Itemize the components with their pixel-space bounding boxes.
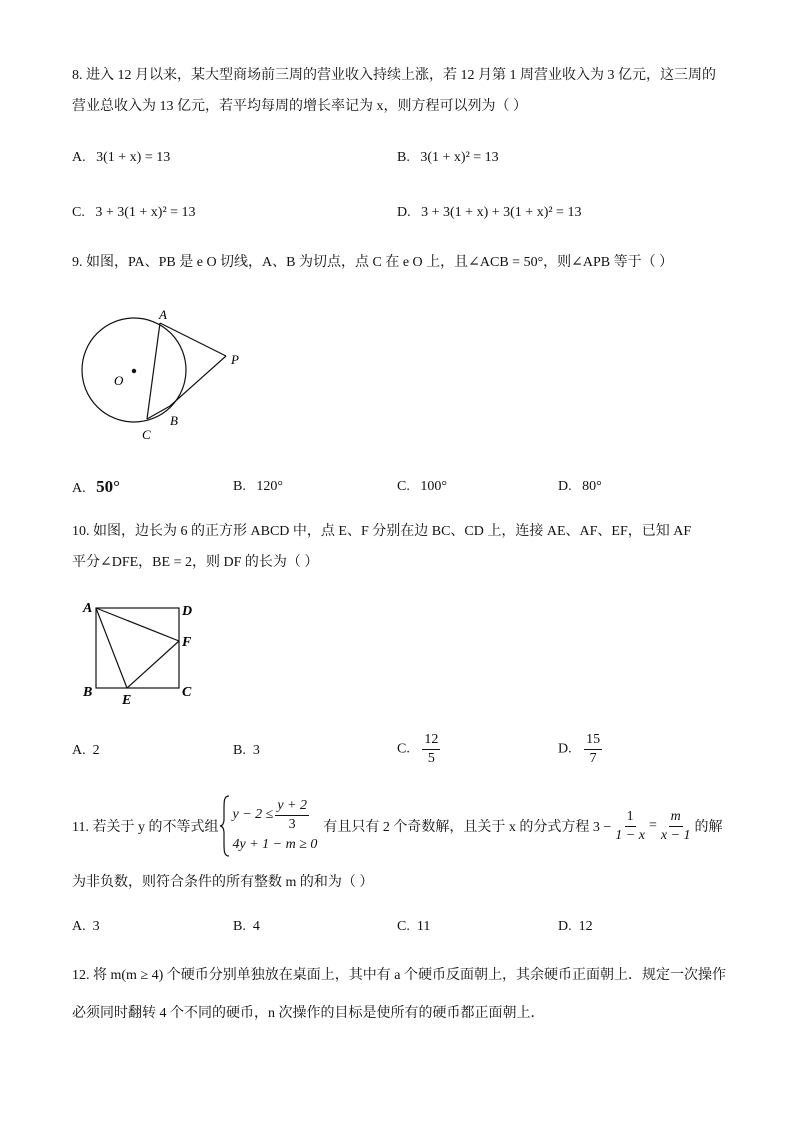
q9-option-c-label: C.: [397, 479, 410, 494]
q9-option-b-label: B.: [233, 479, 246, 494]
q9-option-b: [233, 477, 283, 497]
q11-option-c-label: C.: [397, 919, 410, 934]
q8-option-a-expr: 3(1 + x) = 13: [96, 150, 171, 165]
q9-circle-tangent-figure: [72, 300, 262, 450]
q11-option-a: [72, 917, 100, 937]
q11-text-line2: 为非负数，则符合条件的所有整数 m 的和为（ ）: [72, 875, 374, 890]
q9-tangent-pa: [160, 323, 226, 356]
q10-option-c-numerator: 12: [422, 731, 440, 750]
q9-option-c-value: 100°: [420, 479, 447, 494]
q9-option-d: [558, 477, 602, 497]
q8-option-b-expr: 3(1 + x)² = 13: [420, 150, 499, 165]
q11-option-b: [233, 917, 260, 937]
q11-option-c-value: 11: [416, 919, 431, 934]
q9-center-point: [132, 369, 136, 373]
q10-option-d-label: D.: [558, 741, 572, 757]
q8-option-b-label: B.: [397, 150, 410, 165]
q11-option-d-label: D.: [558, 919, 572, 934]
q8-option-a-label: A.: [72, 150, 86, 165]
q11-inequality-system: [220, 795, 317, 857]
q11-option-d: [558, 917, 593, 937]
q11-ineq1-denominator: 3: [288, 816, 296, 832]
q11-eq-fraction1: [613, 808, 647, 845]
q10-option-c-fraction: [422, 731, 440, 768]
q9-option-d-value: 80°: [582, 479, 602, 494]
q11-ineq1-numerator: y + 2: [275, 797, 309, 816]
q10-text-line2: 平分∠DFE，BE = 2，则 DF 的长为（ ）: [72, 555, 319, 570]
q10-option-b: [233, 741, 260, 761]
q10-label-a: A: [83, 601, 93, 616]
q11-eq-fraction2: [659, 808, 693, 845]
q10-segment-af: [96, 608, 179, 641]
q10-option-c-denominator: 5: [427, 751, 435, 766]
q10-option-c: [397, 731, 442, 768]
q11-left-brace: [220, 795, 230, 857]
q10-option-d-denominator: 7: [589, 751, 597, 766]
q11-prefix: 11. 若关于 y 的不等式组: [72, 820, 219, 835]
q11-option-c: [397, 917, 430, 937]
q10-square-figure: [78, 598, 208, 708]
q10-label-d: D: [182, 604, 193, 619]
q9-option-a-label: A.: [72, 481, 86, 496]
q10-label-c: C: [182, 685, 192, 700]
q9-text-line1: 9. 如图，PA、PB 是 e O 切线，A、B 为切点，点 C 在 e O 上，且∠ACB = 50°，则∠APB 等于（ ）: [72, 255, 674, 270]
q10-option-a-label: A.: [72, 743, 86, 758]
q10-option-d-fraction: [584, 731, 602, 768]
q9-option-a: [72, 477, 120, 499]
q8-option-d-label: D.: [397, 205, 411, 220]
q11-option-d-value: 12: [578, 919, 593, 934]
q8-option-c-label: C.: [72, 205, 85, 220]
q11-eq-equals: =: [648, 818, 657, 833]
q8-option-a: [72, 148, 170, 168]
q11-eq-denominator2: x − 1: [660, 827, 691, 843]
q9-option-a-value: 50°: [96, 477, 120, 496]
q9-option-d-label: D.: [558, 479, 572, 494]
q11-ineq1-left: y − 2 ≤: [232, 807, 274, 822]
q11-line1: [72, 792, 723, 860]
q10-option-d-numerator: 15: [584, 731, 602, 750]
q10-label-f: F: [182, 635, 192, 650]
q11-option-b-value: 4: [252, 919, 260, 934]
q9-chord-cb: [147, 406, 170, 419]
q11-option-a-label: A.: [72, 919, 86, 934]
q9-chord-ac: [147, 323, 160, 419]
q10-segment-ae: [96, 608, 127, 688]
q9-label-b: B: [170, 413, 178, 428]
q10-option-b-label: B.: [233, 743, 246, 758]
q10-option-a-value: 2: [92, 743, 100, 758]
q11-eq-numerator1: 1: [625, 808, 636, 827]
q8-option-c: [72, 203, 196, 223]
q9-option-c: [397, 477, 447, 497]
q9-label-p: P: [231, 352, 239, 367]
q10-segment-ef: [127, 641, 179, 688]
q11-eq-denominator1: 1 − x: [615, 827, 645, 843]
q10-option-c-label: C.: [397, 741, 410, 757]
q10-option-b-value: 3: [252, 743, 260, 758]
q12-text-line2: 必须同时翻转 4 个不同的硬币，n 次操作的目标是使所有的硬币都正面朝上．: [72, 1006, 545, 1021]
q10-label-e: E: [122, 693, 132, 708]
q10-text-line1: 10. 如图，边长为 6 的正方形 ABCD 中，点 E、F 分别在边 BC、CD 上，连接 AE、AF、EF，已知 AF: [72, 524, 692, 539]
q10-square-abcd: [96, 608, 179, 688]
q11-option-a-value: 3: [92, 919, 100, 934]
q10-option-d: [558, 731, 604, 768]
q11-ineq2: 4y + 1 − m ≥ 0: [232, 837, 318, 852]
q9-label-o: O: [114, 373, 124, 388]
q8-option-b: [397, 148, 499, 168]
q9-label-c: C: [142, 427, 151, 442]
q11-eq-numerator2: m: [669, 808, 683, 827]
q8-option-d: [397, 203, 581, 223]
q8-text-line1: 8. 进入 12 月以来，某大型商场前三周的营业收入持续上涨，若 12 月第 1 周营业收入为 3 亿元，这三周的: [72, 68, 716, 83]
q8-text-line2: 营业总收入为 13 亿元，若平均每周的增长率记为 x，则方程可以列为（ ）: [72, 99, 527, 114]
q11-option-b-label: B.: [233, 919, 246, 934]
q8-option-d-expr: 3 + 3(1 + x) + 3(1 + x)² = 13: [421, 205, 582, 220]
q9-tangent-pb: [170, 356, 226, 406]
q11-ineq1-fraction: [275, 797, 309, 834]
q8-option-c-expr: 3 + 3(1 + x)² = 13: [95, 205, 196, 220]
q10-label-b: B: [83, 685, 93, 700]
q12-text-line1: 12. 将 m(m ≥ 4) 个硬币分别单独放在桌面上，其中有 a 个硬币反面朝上，其余硬币正面朝上．规定一次操作: [72, 968, 726, 983]
q11-suffix: 的解: [694, 820, 723, 835]
q11-middle: 有且只有 2 个奇数解，且关于 x 的分式方程 3 −: [323, 820, 612, 835]
q10-option-a: [72, 741, 100, 761]
q9-option-b-value: 120°: [256, 479, 283, 494]
q9-label-a: A: [159, 307, 167, 322]
